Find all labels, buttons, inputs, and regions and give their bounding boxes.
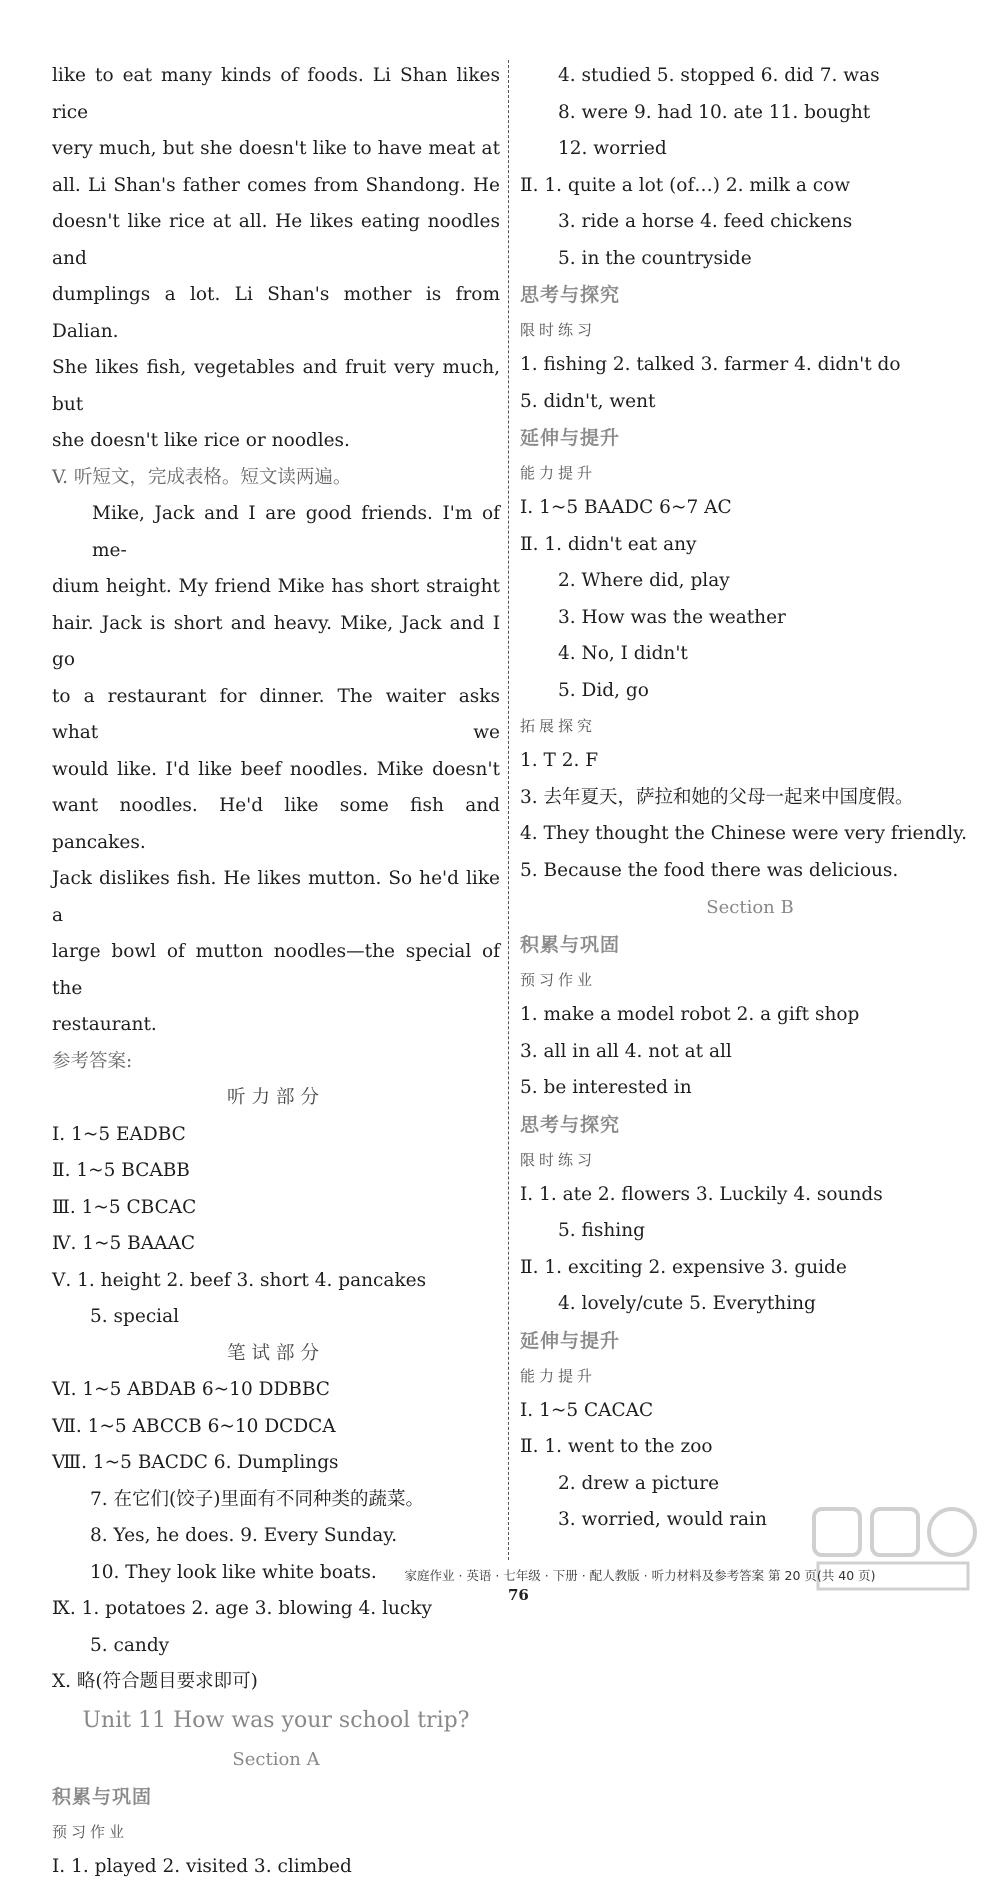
text-line: 8. Yes, he does. 9. Every Sunday. [52,1518,500,1555]
text-line: 5. Because the food there was delicious. [520,853,980,890]
text-line: all. Li Shan's father comes from Shandong. He [52,168,500,205]
text-line: Ⅰ. 1~5 EADBC [52,1117,500,1154]
text-line: 5. special [52,1299,500,1336]
right-column [520,58,980,1539]
subsection-label: 能力提升 [520,456,980,490]
text-line: Ⅹ. 略(符合题目要求即可) [52,1664,500,1701]
text-line: Ⅰ. 1. played 2. visited 3. climbed [52,1849,500,1885]
text-line: 4. studied 5. stopped 6. did 7. was [520,58,980,95]
subsection-label: 能力提升 [520,1359,980,1393]
text-line: Ⅷ. 1~5 BACDC 6. Dumplings [52,1445,500,1482]
text-line: Ⅸ. 1. potatoes 2. age 3. blowing 4. lucky [52,1591,500,1628]
text-line: Ⅶ. 1~5 ABCCB 6~10 DCDCA [52,1409,500,1446]
section-heading: 积累与巩固 [52,1779,500,1815]
text-line: 8. were 9. had 10. ate 11. bought [520,95,980,132]
text-line: Ⅱ. 1~5 BCABB [52,1153,500,1190]
section-heading: 思考与探究 [520,277,980,313]
text-line: dium height. My friend Mike has short straight [52,569,500,606]
text-line: 5. Did, go [520,673,980,710]
left-column [52,58,500,1885]
text-line: Jack dislikes fish. He likes mutton. So he'd like a [52,861,500,934]
text-line: 4. They thought the Chinese were very friendly. [520,816,980,853]
text-line: 参考答案: [52,1044,500,1081]
watermark-logo [810,1505,980,1595]
text-line: want noodles. He'd like some fish and pancakes. [52,788,500,861]
text-line: 3. 去年夏天，萨拉和她的父母一起来中国度假。 [520,780,980,817]
text-line: 2. drew a picture [520,1466,980,1503]
text-line: like to eat many kinds of foods. Li Shan likes rice [52,58,500,131]
text-line: doesn't like rice at all. He likes eating noodles and [52,204,500,277]
text-line: 1. make a model robot 2. a gift shop [520,997,980,1034]
text-line: 3. How was the weather [520,600,980,637]
text-line: hair. Jack is short and heavy. Mike, Jack and I go [52,606,500,679]
text-line: 7. 在它们(饺子)里面有不同种类的蔬菜。 [52,1482,500,1519]
text-line: 5. in the countryside [520,241,980,278]
text-line: to a restaurant for dinner. The waiter asks what we [52,679,500,752]
section-title: Section A [52,1741,500,1779]
text-line: 3. all in all 4. not at all [520,1034,980,1071]
text-line: dumplings a lot. Li Shan's mother is from Dalian. [52,277,500,350]
subsection-label: 预习作业 [52,1815,500,1849]
text-line: Ⅱ. 1. didn't eat any [520,527,980,564]
text-line: would like. I'd like beef noodles. Mike doesn't [52,752,500,789]
unit-title: Unit 11 How was your school trip? [52,1701,500,1741]
text-line: Ⅱ. 1. went to the zoo [520,1429,980,1466]
subsection-label: 拓展探究 [520,709,980,743]
text-line: very much, but she doesn't like to have meat at [52,131,500,168]
text-line: 3. worried, would rain [520,1502,980,1539]
text-line: restaurant. [52,1007,500,1044]
text-line: she doesn't like rice or noodles. [52,423,500,460]
text-line: Ⅳ. 1~5 BAAAC [52,1226,500,1263]
page-footer: 家庭作业 · 英语 · 七年级 · 下册 · 配人教版 · 听力材料及参考答案 第 20 页(共 40 页) [300,1566,980,1584]
section-heading: 延伸与提升 [520,1323,980,1359]
text-line: 2. Where did, play [520,563,980,600]
text-line: 1. T 2. F [520,743,980,780]
text-line: large bowl of mutton noodles—the special of the [52,934,500,1007]
text-line: She likes fish, vegetables and fruit very much, but [52,350,500,423]
text-line: Ⅲ. 1~5 CBCAC [52,1190,500,1227]
section-heading: 思考与探究 [520,1107,980,1143]
text-line: Ⅵ. 1~5 ABDAB 6~10 DDBBC [52,1372,500,1409]
text-line: Ⅰ. 1~5 BAADC 6~7 AC [520,490,980,527]
text-line: 5. didn't, went [520,384,980,421]
text-line: Ⅰ. 1. ate 2. flowers 3. Luckily 4. sounds [520,1177,980,1214]
text-line: Ⅱ. 1. exciting 2. expensive 3. guide [520,1250,980,1287]
text-line: 笔试部分 [52,1336,500,1373]
text-line: V. 听短文，完成表格。短文读两遍。 [52,460,500,497]
text-line: Ⅴ. 1. height 2. beef 3. short 4. pancakes [52,1263,500,1300]
section-heading: 积累与巩固 [520,927,980,963]
column-divider [508,60,509,1560]
text-line: 5. candy [52,1628,500,1665]
page-number: 76 [508,1586,529,1604]
subsection-label: 预习作业 [520,963,980,997]
subsection-label: 限时练习 [520,313,980,347]
text-line: 4. No, I didn't [520,636,980,673]
text-line: 4. lovely/cute 5. Everything [520,1286,980,1323]
text-line: 听力部分 [52,1080,500,1117]
text-line: 5. be interested in [520,1070,980,1107]
text-line: 3. ride a horse 4. feed chickens [520,204,980,241]
text-line: 12. worried [520,131,980,168]
text-line: Ⅰ. 1~5 CACAC [520,1393,980,1430]
text-line: 1. fishing 2. talked 3. farmer 4. didn't do [520,347,980,384]
section-heading: 延伸与提升 [520,420,980,456]
text-line: 10. They look like white boats. [52,1555,500,1592]
text-line: Ⅱ. 1. quite a lot (of…) 2. milk a cow [520,168,980,205]
text-line: 5. fishing [520,1213,980,1250]
subsection-label: 限时练习 [520,1143,980,1177]
section-title: Section B [520,889,980,927]
text-line: Mike, Jack and I are good friends. I'm of me- [52,496,500,569]
